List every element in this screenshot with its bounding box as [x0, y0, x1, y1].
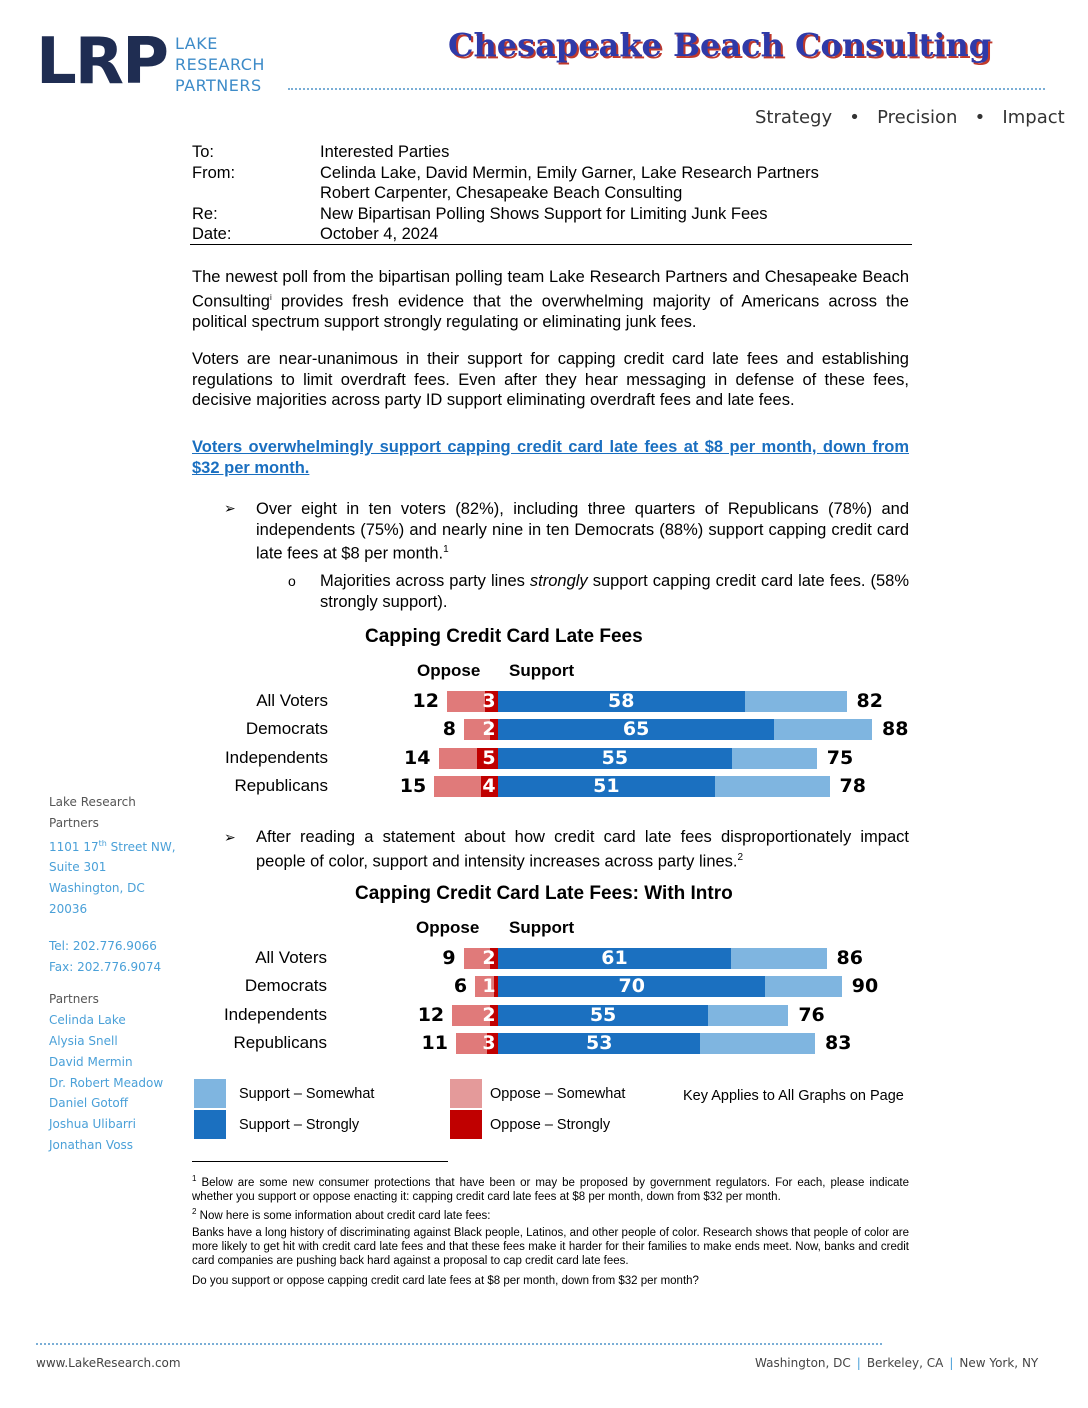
arrow-bullet-icon: ➢	[224, 500, 236, 516]
chart-title: Capping Credit Card Late Fees: With Intro	[355, 883, 733, 904]
chart-category-label: Democrats	[245, 719, 328, 739]
intro-paragraph: The newest poll from the bipartisan polling team Lake Research Partners and Chesapeake Beach Consulting$^i$ provides fresh evidence that the overwhelming majority of Americans across the political spectrum support strongly regulating or eliminating junk fees.	[192, 268, 909, 331]
legend-label: Oppose – Strongly	[490, 1117, 611, 1133]
data-label-oppose-total: 11	[421, 1031, 448, 1054]
footnote-1: $^1$ Below are some new consumer protections that have been or may be proposed by government regulators. For each, please indicate whether you support or oppose enacting it: capping credit card late fees at $8 per month, down from $32 per month.	[192, 1174, 909, 1203]
data-label-support-strongly: 70	[618, 975, 645, 998]
memo-re-label: Re:	[192, 204, 218, 223]
data-label-support-total: 90	[851, 975, 879, 998]
data-label-oppose-strongly: 3	[482, 1031, 496, 1054]
sidebar-partner: Jonathan Voss	[49, 1137, 134, 1152]
memo-header	[192, 142, 912, 245]
legend-swatch-support-somewhat	[194, 1079, 226, 1108]
sidebar-address: Washington, DC	[49, 881, 145, 896]
legend-label: Support – Somewhat	[239, 1086, 375, 1102]
sidebar-contact	[49, 792, 176, 1156]
chart-category-label: All Voters	[256, 691, 328, 710]
chart-category-label: Independents	[224, 747, 328, 767]
chart-category-label: Republicans	[234, 775, 328, 795]
bullet-dot-icon: •	[963, 107, 997, 128]
sidebar-tel: Tel: 202.776.9066	[49, 938, 157, 953]
arrow-bullet-icon: ➢	[224, 829, 236, 845]
cbc-logo-title: Chesapeake Beach Consulting	[448, 26, 992, 64]
data-label-oppose-strongly: 5	[482, 746, 496, 769]
memo-from-value: Celinda Lake, David Mermin, Emily Garner, Lake Research Partners	[320, 163, 819, 182]
footnote-ref[interactable]: 2	[737, 851, 744, 863]
data-label-oppose-strongly: 2	[482, 718, 496, 741]
memo-re-value: New Bipartisan Polling Shows Support for Limiting Junk Fees	[320, 204, 768, 223]
header-dotted-divider	[288, 88, 1045, 90]
data-label-oppose-strongly: 1	[482, 975, 496, 998]
data-label-support-total: 88	[882, 718, 909, 741]
tagline-word: Precision	[877, 107, 958, 128]
memo-from-value: Robert Carpenter, Chesapeake Beach Consulting	[320, 184, 683, 202]
data-label-support-strongly: 65	[622, 718, 650, 741]
legend-label: Support – Strongly	[239, 1117, 360, 1133]
footer-cities: Washington, DC | Berkeley, CA | New York, NY	[755, 1356, 1039, 1370]
memo-date-label: Date:	[192, 225, 232, 243]
data-label-oppose-strongly: 2	[482, 947, 496, 969]
sidebar-fax: Fax: 202.776.9074	[49, 959, 162, 974]
lrp-logo: LRP	[36, 25, 167, 99]
data-label-oppose-total: 14	[404, 746, 431, 769]
data-label-oppose-strongly: 2	[482, 1003, 496, 1026]
circle-bullet-icon: o	[288, 573, 296, 589]
footnote-ref[interactable]: 1	[443, 544, 449, 555]
bullet-text: After reading a statement about how credit card late fees disproportionately impact people of color, support and intensity increases across party lines.$^2$	[256, 828, 909, 870]
support-column-header: Support	[509, 661, 575, 680]
memo-to-value: Interested Parties	[320, 143, 450, 161]
bullet-text: Over eight in ten voters (82%), including three quarters of Republicans (78%) and independents (75%) and nearly nine in ten Democrats (88%) support capping credit card late fees at $8 per month.$^1$	[256, 500, 909, 563]
footnote-divider	[192, 1161, 448, 1162]
section-heading-link[interactable]: Voters overwhelmingly support capping credit card late fees at $8 per month, down from $32 per month.	[192, 438, 909, 477]
chart-category-label: Republicans	[233, 1032, 327, 1052]
memo-divider	[190, 244, 912, 245]
legend-swatch-oppose-somewhat	[450, 1079, 482, 1108]
data-label-support-strongly: 55	[589, 1003, 617, 1026]
data-label-oppose-total: 6	[453, 975, 468, 998]
data-label-support-strongly: 55	[601, 746, 629, 769]
sub-bullet-text: Majorities across party lines strongly support capping credit card late fees. (58% strongly support).	[320, 572, 910, 611]
oppose-column-header: Oppose	[416, 918, 480, 937]
footer-city: Berkeley, CA	[866, 1356, 944, 1370]
footer-city: Washington, DC	[755, 1356, 851, 1370]
data-label-oppose-total: 9	[442, 947, 456, 969]
lrp-name-line: PARTNERS	[175, 76, 262, 95]
bullet-dot-icon: •	[837, 107, 872, 128]
data-label-oppose-total: 8	[442, 718, 456, 741]
memo-date-value: October 4, 2024	[320, 225, 439, 243]
data-label-oppose-total: 12	[417, 1003, 445, 1026]
footer-website-link[interactable]: www.LakeResearch.com	[36, 1356, 181, 1370]
sidebar-address: 20036	[49, 901, 88, 916]
data-label-support-total: 75	[826, 746, 854, 769]
chart-category-label: Independents	[223, 1004, 327, 1024]
tagline-word: Strategy	[755, 107, 833, 128]
legend-label: Oppose – Somewhat	[490, 1086, 626, 1102]
data-label-support-strongly: 53	[586, 1031, 613, 1054]
sidebar-partner: Alysia Snell	[49, 1033, 118, 1048]
data-label-support-strongly: 58	[608, 690, 635, 712]
data-label-oppose-strongly: 3	[482, 690, 496, 712]
legend-note: Key Applies to All Graphs on Page	[683, 1088, 904, 1104]
data-label-oppose-total: 15	[399, 774, 427, 797]
sidebar-partner: Celinda Lake	[49, 1013, 126, 1028]
footnote-2-body: Banks have a long history of discriminating against Black people, Latinos, and other people of color. Research shows that people of color are more likely to get hit with credit card late fees and that these fees make it harder for their families to make ends meet. Now, banks and credit card companies are pushing back hard against a proposal to cap credit card late fees.	[192, 1227, 909, 1267]
footer-city: New York, NY	[959, 1356, 1039, 1370]
sidebar-address: 1101 17th Street NW,	[49, 838, 176, 854]
lrp-name-line: RESEARCH	[175, 55, 265, 74]
tagline	[755, 107, 1065, 128]
chart-category-label: All Voters	[255, 948, 327, 967]
data-label-support-strongly: 61	[601, 947, 628, 969]
sidebar-partners-label: Partners	[49, 992, 99, 1007]
lrp-name	[175, 33, 265, 96]
legend-swatch-support-strongly	[194, 1110, 226, 1139]
sidebar-org: Partners	[49, 815, 99, 830]
lrp-name-line: LAKE	[175, 34, 218, 53]
support-column-header: Support	[509, 918, 575, 937]
oppose-column-header: Oppose	[417, 661, 481, 680]
legend-swatch-oppose-strongly	[450, 1110, 482, 1139]
sidebar-partner: David Mermin	[49, 1054, 133, 1069]
sidebar-partner: Daniel Gotoff	[49, 1096, 129, 1111]
data-label-support-total: 82	[856, 690, 883, 712]
footer-dotted-divider	[36, 1343, 882, 1345]
summary-paragraph: Voters are near-unanimous in their support for capping credit card late fees and establishing regulations to limit overdraft fees. Even after they hear messaging in defense of these fees, decisive majorities across party ID support eliminating overdraft fees and late fees.	[192, 350, 909, 409]
sidebar-partner: Joshua Ulibarri	[49, 1117, 136, 1132]
endnote-ref[interactable]: i	[269, 292, 272, 302]
chart-category-label: Democrats	[244, 976, 327, 996]
data-label-support-total: 76	[798, 1003, 825, 1026]
tagline-word: Impact	[1002, 107, 1065, 128]
sidebar-org: Lake Research	[49, 795, 136, 809]
sidebar-partner: Dr. Robert Meadow	[49, 1075, 164, 1090]
footnote-2-question: Do you support or oppose capping credit card late fees at $8 per month, down from $32 per month?	[192, 1275, 699, 1287]
memo-to-label: To:	[192, 143, 215, 161]
chart-title: Capping Credit Card Late Fees	[365, 626, 643, 647]
data-label-support-total: 86	[836, 947, 863, 969]
data-label-support-strongly: 51	[593, 774, 620, 797]
data-label-support-total: 83	[825, 1031, 852, 1054]
memo-from-label: From:	[192, 163, 236, 182]
footnote-2: $^2$ Now here is some information about credit card late fees:	[192, 1207, 491, 1222]
sidebar-address: Suite 301	[49, 860, 107, 875]
data-label-oppose-total: 12	[412, 690, 439, 712]
data-label-oppose-strongly: 4	[482, 774, 496, 797]
data-label-support-total: 78	[839, 774, 866, 797]
